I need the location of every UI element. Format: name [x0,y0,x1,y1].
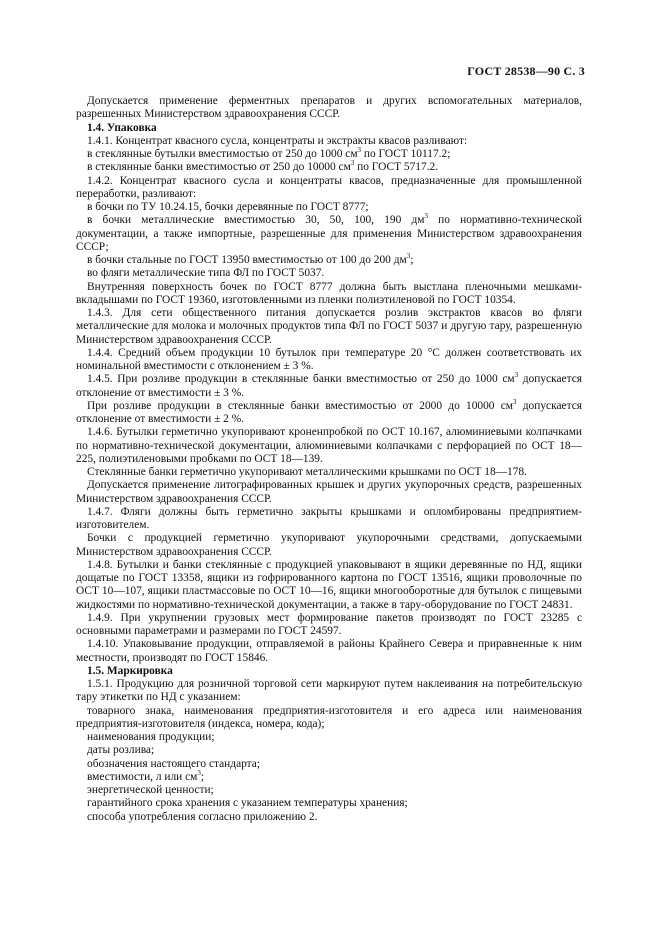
paragraph: 1.4.4. Средний объем продукции 10 бутылок при температуре 20 °С должен соответствовать их номинальной вместимости с отклонением ± 3 %. [76,346,582,372]
paragraph [76,148,582,161]
paragraph: Внутренняя поверхность бочек по ГОСТ 8777 должна быть выстлана пленочными мешками-вкладышами по ГОСТ 19360, изготовленными из пленки полиэтиленовой по ГОСТ 10354. [76,280,582,306]
paragraph: 1.5.1. Продукцию для розничной торговой сети маркируют путем наклеивания на потребительскую тару этикетки по НД с указанием: [76,678,582,704]
paragraph: 1.4.3. Для сети общественного питания допускается розлив экстрактов квасов во фляги металлические для молока и молочных продуктов типа ФЛ по ГОСТ 5037 и другую тару, разрешенную Министерством здравоохранения СССР. [76,307,582,346]
paragraph: товарного знака, наименования предприятия-изготовителя и его адреса или наименования предприятия-изготовителя (индекса, номера, кода); [76,704,582,730]
paragraph: 1.4.6. Бутылки герметично укупоривают кроненпробкой по ОСТ 10.167, алюминиевыми колпачками по нормативно-технической документации, алюминиевыми колпачками с перфорацией по ОСТ 18—225, полиэтиленовыми пробками по ОСТ 18—139. [76,426,582,465]
paragraph [76,214,582,254]
paragraph-text: допускается отклонение от вместимости ± 3 %. [76,373,582,399]
paragraph: 1.4.2. Концентрат квасного сусла и концентраты квасов, предназначенные для промышленной переработки, разливают: [76,174,582,200]
paragraph: энергетической ценности; [87,784,214,796]
superscript: 3 [406,252,411,261]
paragraph: во фляги металлические типа ФЛ по ГОСТ 5037. [87,267,325,280]
paragraph: гарантийного срока хранения с указанием температуры хранения; [87,797,408,810]
section-heading: 1.4. Упаковка [87,121,157,134]
superscript: 3 [357,146,362,155]
paragraph: в бочки по ТУ 10.24.15, бочки деревянные по ГОСТ 8777; [87,201,369,213]
paragraph-text: допускается отклонение от вместимости ± 2 %. [76,399,582,425]
paragraph-text: ; [200,770,205,783]
paragraph: 1.4.10. Упаковывание продукции, отправляемой в районы Крайнего Севера и приравненные к ним местности, производят по ГОСТ 15846. [76,638,582,664]
document-body [76,95,582,824]
paragraph: обозначения настоящего стандарта; [87,757,261,770]
superscript: 3 [424,212,428,221]
paragraph-text: в стеклянные банки вместимостью от 250 до 10000 см [87,161,351,174]
superscript: 3 [350,159,355,168]
paragraph: 1.4.1. Концентрат квасного сусла, концентраты и экстракты квасов разливают: [87,134,468,147]
paragraph: даты розлива; [87,744,155,757]
superscript: 3 [197,768,201,777]
paragraph-text: по ГОСТ 5717.2. [354,161,439,174]
paragraph-text: вместимости, л или см [87,770,198,783]
paragraph-text: в бочки металлические вместимостью 30, 50, 100, 190 дм [87,214,425,227]
paragraph [76,397,582,427]
paragraph [76,161,582,174]
paragraph [76,768,582,784]
paragraph: наименования продукции; [87,731,215,743]
superscript: 3 [514,371,519,380]
paragraph: способа употребления согласно приложению 2. [87,810,318,823]
paragraph: Стеклянные банки герметично укупоривают металлическими крышками по ОСТ 18—178. [87,466,527,478]
paragraph-text: в стеклянные бутылки вместимостью от 250 до 1000 см [87,148,358,160]
paragraph-text: в бочки стальные по ГОСТ 13950 вместимостью от 100 до 200 дм [87,254,407,266]
paragraph-text: ; [410,254,414,266]
paragraph: Бочки с продукцией герметично укупоривают укупорочными средствами, допускаемыми Министерством здравоохранения СССР. [76,532,582,558]
paragraph: Допускается применение ферментных препаратов и других вспомогательных материалов, разрешенных Министерством здравоохранения СССР. [76,95,582,121]
section-heading: 1.5. Маркировка [87,664,173,677]
superscript: 3 [513,397,517,406]
paragraph-text: 1.4.5. При розливе продукции в стеклянные банки вместимостью от 250 до 1000 см [87,373,515,386]
paragraph: 1.4.7. Фляги должны быть герметично закрыты крышками и опломбированы предприятием-изготовителем. [76,505,582,531]
paragraph [76,254,582,267]
paragraph [76,373,582,400]
paragraph: Допускается применение литографированных крышек и других укупорочных средств, разрешенных Министерством здравоохранения СССР. [76,479,582,505]
paragraph: 1.4.9. При укрупнении грузовых мест формирование пакетов производят по ГОСТ 23285 с основными параметрами и размерами по ГОСТ 24597. [76,611,582,637]
paragraph: 1.4.8. Бутылки и банки стеклянные с продукцией упаковывают в ящики деревянные по НД, ящики дощатые по ГОСТ 13358, ящики из гофрированного картона по ГОСТ 13516, ящики проволочные по ОСТ 10—107, ящики пластмассовые по ОСТ 10—16, ящики многооборотные для бутылок с пищевыми жидкостями по нормативно-технической документации, а также в тару-оборудование по ГОСТ 24831. [76,558,582,611]
paragraph-text: по нормативно-технической документации, а также импортные, разрешенные для применения Министерством здравоохранения СССР; [76,214,582,253]
page-header: ГОСТ 28538—90 С. 3 [467,64,585,78]
paragraph-text: При розливе продукции в стеклянные банки вместимостью от 2000 до 10000 см [87,399,514,412]
paragraph-text: по ГОСТ 10117.2; [361,148,451,160]
